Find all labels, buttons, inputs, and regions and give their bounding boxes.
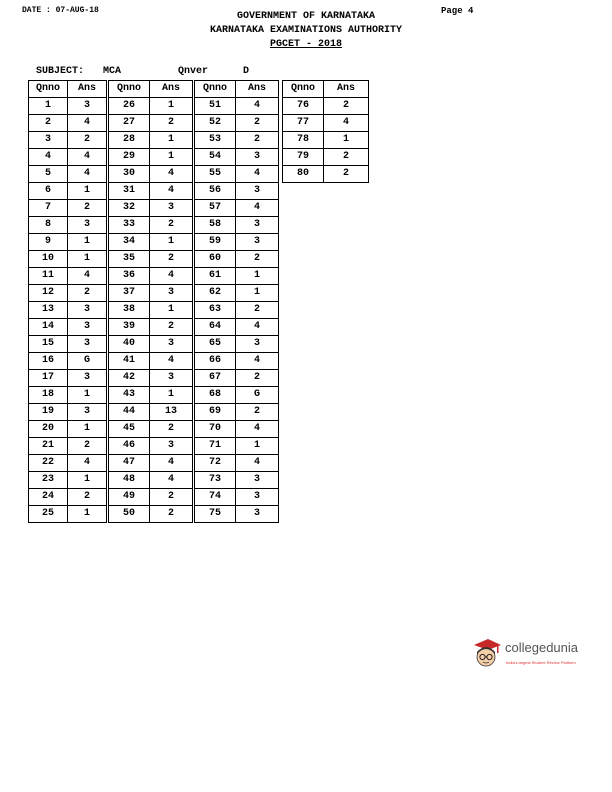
answer-cell: 4 [68, 268, 107, 285]
table-row [195, 217, 279, 234]
question-number-cell: 9 [29, 234, 68, 251]
answer-cell: 2 [236, 251, 279, 268]
question-number-cell: 39 [109, 319, 150, 336]
question-number-cell: 69 [195, 404, 236, 421]
table-row [195, 319, 279, 336]
answer-cell: 2 [68, 285, 107, 302]
answer-cell: 3 [150, 336, 193, 353]
table-row [29, 421, 107, 438]
column-header-ans: Ans [68, 81, 107, 98]
table-row [109, 370, 193, 387]
column-header-qnno: Qnno [29, 81, 68, 98]
table-row [29, 336, 107, 353]
answer-table-block-1 [28, 80, 107, 523]
column-header-qnno: Qnno [195, 81, 236, 98]
table-row [29, 438, 107, 455]
answer-cell: 2 [68, 132, 107, 149]
table-row [109, 336, 193, 353]
answer-cell: 1 [324, 132, 369, 149]
question-number-cell: 10 [29, 251, 68, 268]
exam-title [0, 39, 612, 50]
page-number: Page 4 [441, 6, 474, 16]
answer-cell: 1 [236, 285, 279, 302]
question-number-cell: 7 [29, 200, 68, 217]
question-number-cell: 2 [29, 115, 68, 132]
table-row [195, 251, 279, 268]
answer-cell: 4 [236, 319, 279, 336]
logo-wordmark: collegedunia [505, 640, 579, 655]
column-header-ans: Ans [324, 81, 369, 98]
collegedunia-logo [470, 636, 600, 672]
answer-cell: 1 [236, 438, 279, 455]
table-row [195, 489, 279, 506]
question-number-cell: 80 [283, 166, 324, 183]
question-number-cell: 72 [195, 455, 236, 472]
table-row [109, 115, 193, 132]
question-number-cell: 61 [195, 268, 236, 285]
column-header-qnno: Qnno [109, 81, 150, 98]
column-header-ans: Ans [150, 81, 193, 98]
question-number-cell: 58 [195, 217, 236, 234]
answer-cell: 4 [236, 455, 279, 472]
table-row [109, 421, 193, 438]
question-number-cell: 41 [109, 353, 150, 370]
table-row [109, 234, 193, 251]
question-number-cell: 23 [29, 472, 68, 489]
answer-cell: 1 [150, 132, 193, 149]
answer-cell: 4 [236, 353, 279, 370]
org-title: GOVERNMENT OF KARNATAKA [236, 11, 376, 22]
answer-cell: 1 [150, 98, 193, 115]
question-number-cell: 57 [195, 200, 236, 217]
question-number-cell: 1 [29, 98, 68, 115]
answer-cell: 2 [324, 149, 369, 166]
question-number-cell: 4 [29, 149, 68, 166]
answer-cell: 2 [236, 370, 279, 387]
column-header-qnno: Qnno [283, 81, 324, 98]
answer-cell: 3 [68, 370, 107, 387]
question-number-cell: 20 [29, 421, 68, 438]
question-number-cell: 75 [195, 506, 236, 523]
answer-cell: 4 [150, 183, 193, 200]
answer-cell: 2 [150, 506, 193, 523]
answer-cell: G [68, 353, 107, 370]
table-row [195, 421, 279, 438]
answer-cell: 3 [236, 183, 279, 200]
print-date: DATE : 07-AUG-18 [22, 6, 99, 15]
table-row [195, 115, 279, 132]
table-row [29, 489, 107, 506]
question-number-cell: 74 [195, 489, 236, 506]
question-number-cell: 48 [109, 472, 150, 489]
table-row [29, 234, 107, 251]
table-row [109, 319, 193, 336]
question-number-cell: 63 [195, 302, 236, 319]
table-row [195, 404, 279, 421]
table-row [29, 404, 107, 421]
table-row [29, 319, 107, 336]
answer-cell: 3 [236, 234, 279, 251]
table-row [109, 98, 193, 115]
answer-cell: 3 [150, 438, 193, 455]
table-row [29, 353, 107, 370]
table-row [29, 200, 107, 217]
answer-cell: 1 [150, 302, 193, 319]
question-number-cell: 15 [29, 336, 68, 353]
answer-table-block-4 [282, 80, 369, 183]
question-number-cell: 55 [195, 166, 236, 183]
answer-cell: 4 [150, 353, 193, 370]
authority-title: KARNATAKA EXAMINATIONS AUTHORITY [209, 25, 403, 36]
question-number-cell: 79 [283, 149, 324, 166]
question-number-cell: 33 [109, 217, 150, 234]
answer-cell: 1 [150, 387, 193, 404]
answer-cell: 4 [68, 115, 107, 132]
graduate-mascot-icon [470, 636, 502, 670]
answer-cell: 4 [236, 200, 279, 217]
answer-cell: 3 [236, 336, 279, 353]
question-number-cell: 77 [283, 115, 324, 132]
answer-cell: 3 [68, 217, 107, 234]
question-number-cell: 47 [109, 455, 150, 472]
logo-tagline: India's largest Student Review Platform [506, 660, 576, 665]
table-row [283, 98, 369, 115]
table-row [109, 200, 193, 217]
question-number-cell: 49 [109, 489, 150, 506]
table-row [109, 387, 193, 404]
table-row [195, 387, 279, 404]
table-header-row [109, 81, 193, 98]
question-number-cell: 14 [29, 319, 68, 336]
question-number-cell: 6 [29, 183, 68, 200]
answer-cell: 2 [324, 98, 369, 115]
answer-cell: 4 [236, 98, 279, 115]
question-number-cell: 78 [283, 132, 324, 149]
question-number-cell: 32 [109, 200, 150, 217]
answer-cell: 3 [68, 302, 107, 319]
answer-cell: 3 [68, 98, 107, 115]
table-row [195, 472, 279, 489]
answer-cell: 1 [236, 268, 279, 285]
answer-cell: 3 [236, 506, 279, 523]
answer-cell: 2 [150, 319, 193, 336]
answer-cell: 2 [236, 115, 279, 132]
answer-cell: 1 [68, 251, 107, 268]
answer-cell: G [236, 387, 279, 404]
subject-value: MCA [103, 66, 122, 77]
question-number-cell: 42 [109, 370, 150, 387]
question-number-cell: 29 [109, 149, 150, 166]
answer-cell: 2 [236, 302, 279, 319]
question-number-cell: 28 [109, 132, 150, 149]
table-row [29, 506, 107, 523]
question-number-cell: 45 [109, 421, 150, 438]
table-row [195, 438, 279, 455]
answer-cell: 4 [68, 166, 107, 183]
table-row [29, 217, 107, 234]
table-row [29, 183, 107, 200]
table-row [109, 268, 193, 285]
answer-cell: 3 [68, 404, 107, 421]
table-row [29, 98, 107, 115]
column-header-ans: Ans [236, 81, 279, 98]
question-number-cell: 25 [29, 506, 68, 523]
table-row [109, 506, 193, 523]
answer-cell: 2 [236, 404, 279, 421]
answer-cell: 2 [150, 421, 193, 438]
table-row [29, 132, 107, 149]
table-header-row [283, 81, 369, 98]
table-row [195, 234, 279, 251]
table-row [29, 370, 107, 387]
question-number-cell: 34 [109, 234, 150, 251]
answer-cell: 1 [150, 234, 193, 251]
table-row [29, 268, 107, 285]
question-number-cell: 11 [29, 268, 68, 285]
qnver-value: D [243, 66, 250, 77]
question-number-cell: 76 [283, 98, 324, 115]
table-row [109, 183, 193, 200]
table-row [109, 217, 193, 234]
answer-cell: 3 [68, 319, 107, 336]
question-number-cell: 68 [195, 387, 236, 404]
table-row [29, 285, 107, 302]
question-number-cell: 31 [109, 183, 150, 200]
answer-cell: 3 [236, 149, 279, 166]
table-row [195, 183, 279, 200]
answer-cell: 2 [150, 217, 193, 234]
table-row [283, 115, 369, 132]
question-number-cell: 43 [109, 387, 150, 404]
answer-cell: 4 [150, 166, 193, 183]
answer-cell: 1 [68, 421, 107, 438]
subject-label: SUBJECT: [36, 66, 85, 77]
question-number-cell: 19 [29, 404, 68, 421]
question-number-cell: 59 [195, 234, 236, 251]
answer-cell: 3 [236, 217, 279, 234]
table-row [109, 353, 193, 370]
answer-cell: 3 [150, 285, 193, 302]
question-number-cell: 53 [195, 132, 236, 149]
answer-cell: 3 [236, 489, 279, 506]
table-header-row [195, 81, 279, 98]
table-row [195, 200, 279, 217]
question-number-cell: 40 [109, 336, 150, 353]
table-row [29, 455, 107, 472]
answer-cell: 4 [68, 455, 107, 472]
question-number-cell: 3 [29, 132, 68, 149]
answer-cell: 1 [68, 387, 107, 404]
table-row [109, 472, 193, 489]
answer-cell: 3 [68, 336, 107, 353]
question-number-cell: 66 [195, 353, 236, 370]
answer-cell: 3 [150, 370, 193, 387]
question-number-cell: 70 [195, 421, 236, 438]
answer-cell: 1 [68, 234, 107, 251]
answer-cell: 4 [150, 268, 193, 285]
table-row [109, 455, 193, 472]
table-row [195, 506, 279, 523]
question-number-cell: 36 [109, 268, 150, 285]
answer-table-block-2 [108, 80, 193, 523]
table-row [195, 336, 279, 353]
answer-cell: 2 [150, 115, 193, 132]
question-number-cell: 50 [109, 506, 150, 523]
question-number-cell: 44 [109, 404, 150, 421]
question-number-cell: 18 [29, 387, 68, 404]
answer-cell: 3 [236, 472, 279, 489]
question-number-cell: 35 [109, 251, 150, 268]
table-row [109, 438, 193, 455]
table-row [109, 166, 193, 183]
table-row [195, 370, 279, 387]
question-number-cell: 60 [195, 251, 236, 268]
answer-table-block-3 [194, 80, 279, 523]
table-row [195, 132, 279, 149]
table-row [109, 404, 193, 421]
answer-cell: 4 [150, 455, 193, 472]
question-number-cell: 46 [109, 438, 150, 455]
table-row [109, 251, 193, 268]
table-row [195, 98, 279, 115]
answer-cell: 2 [68, 200, 107, 217]
answer-cell: 1 [68, 506, 107, 523]
question-number-cell: 56 [195, 183, 236, 200]
qnver-label: Qnver [178, 66, 209, 77]
question-number-cell: 24 [29, 489, 68, 506]
answer-cell: 2 [68, 438, 107, 455]
answer-cell: 2 [68, 489, 107, 506]
table-row [109, 132, 193, 149]
answer-cell: 4 [324, 115, 369, 132]
question-number-cell: 30 [109, 166, 150, 183]
table-row [29, 166, 107, 183]
table-row [109, 302, 193, 319]
table-row [109, 285, 193, 302]
question-number-cell: 16 [29, 353, 68, 370]
question-number-cell: 26 [109, 98, 150, 115]
table-row [195, 149, 279, 166]
answer-cell: 2 [324, 166, 369, 183]
answer-cell: 4 [68, 149, 107, 166]
question-number-cell: 5 [29, 166, 68, 183]
question-number-cell: 21 [29, 438, 68, 455]
table-row [283, 149, 369, 166]
question-number-cell: 62 [195, 285, 236, 302]
table-row [29, 472, 107, 489]
question-number-cell: 51 [195, 98, 236, 115]
table-row [195, 285, 279, 302]
answer-cell: 4 [150, 472, 193, 489]
answer-cell: 1 [150, 149, 193, 166]
question-number-cell: 65 [195, 336, 236, 353]
answer-cell: 4 [236, 166, 279, 183]
answer-cell: 13 [150, 404, 193, 421]
table-row [195, 166, 279, 183]
table-row [29, 115, 107, 132]
answer-cell: 1 [68, 183, 107, 200]
table-row [29, 149, 107, 166]
table-row [29, 251, 107, 268]
table-row [195, 302, 279, 319]
question-number-cell: 13 [29, 302, 68, 319]
table-row [109, 149, 193, 166]
table-row [283, 132, 369, 149]
answer-cell: 2 [236, 132, 279, 149]
answer-cell: 2 [150, 251, 193, 268]
question-number-cell: 73 [195, 472, 236, 489]
answer-cell: 2 [150, 489, 193, 506]
question-number-cell: 12 [29, 285, 68, 302]
question-number-cell: 17 [29, 370, 68, 387]
table-row [195, 455, 279, 472]
question-number-cell: 22 [29, 455, 68, 472]
question-number-cell: 67 [195, 370, 236, 387]
table-row [29, 302, 107, 319]
answer-cell: 4 [236, 421, 279, 438]
question-number-cell: 27 [109, 115, 150, 132]
table-row [195, 353, 279, 370]
answer-cell: 1 [68, 472, 107, 489]
question-number-cell: 38 [109, 302, 150, 319]
exam-title-text: PGCET - 2018 [269, 39, 342, 50]
table-row [195, 268, 279, 285]
table-row [109, 489, 193, 506]
table-row [283, 166, 369, 183]
table-row [29, 387, 107, 404]
question-number-cell: 54 [195, 149, 236, 166]
question-number-cell: 64 [195, 319, 236, 336]
question-number-cell: 71 [195, 438, 236, 455]
table-header-row [29, 81, 107, 98]
question-number-cell: 8 [29, 217, 68, 234]
answer-cell: 3 [150, 200, 193, 217]
question-number-cell: 52 [195, 115, 236, 132]
question-number-cell: 37 [109, 285, 150, 302]
